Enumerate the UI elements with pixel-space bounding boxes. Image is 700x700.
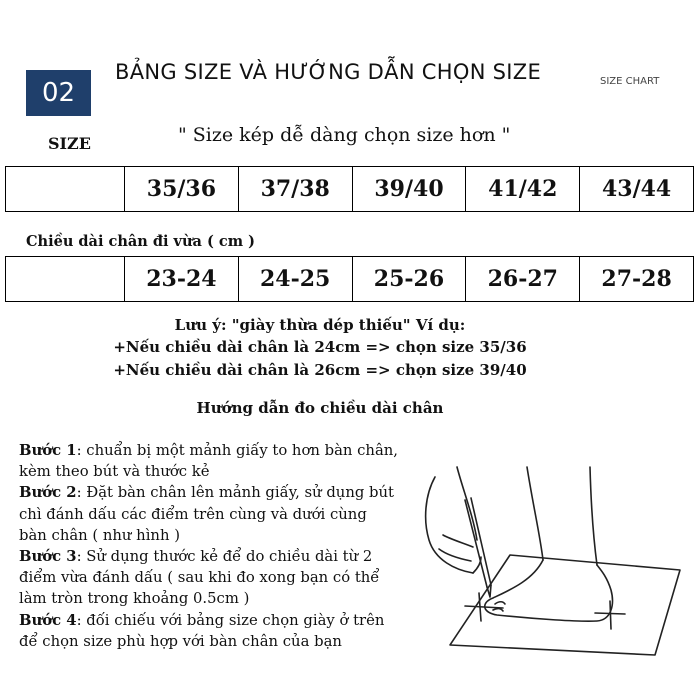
table-cell-empty (6, 167, 125, 212)
step-text: : chuẩn bị một mảnh giấy to hơn bàn chân, kèm theo bút và thước kẻ (19, 442, 399, 481)
step-label: Bước 3 (19, 548, 77, 566)
subtitle: " Size kép dễ dàng chọn size hơn " (178, 124, 511, 146)
step-item (19, 440, 399, 482)
table-row (6, 167, 694, 212)
section-number-badge: 02 (26, 70, 91, 116)
length-cell: 23-24 (125, 257, 239, 302)
length-cell: 24-25 (238, 257, 352, 302)
size-cell: 41/42 (466, 167, 580, 212)
step-label: Bước 2 (19, 484, 77, 502)
note-line: Lưu ý: "giày thừa dép thiếu" Ví dụ: (174, 316, 466, 334)
foot-length-label: Chiều dài chân đi vừa ( cm ) (26, 233, 255, 250)
table-row (6, 257, 694, 302)
length-cell: 26-27 (466, 257, 580, 302)
note-example: +Nếu chiều dài chân là 24cm => chọn size 35/36 (113, 338, 527, 356)
step-label: Bước 4 (19, 611, 77, 629)
table-cell-empty (6, 257, 125, 302)
step-text: : Đặt bàn chân lên mảnh giấy, sử dụng bút chì đánh dấu các điểm trên cùng và dưới cùng bàn chân ( như hình ) (19, 484, 394, 544)
size-row-label: SIZE (48, 134, 91, 153)
length-cell: 25-26 (352, 257, 466, 302)
step-list (19, 440, 399, 652)
foot-measurement-icon (415, 465, 685, 665)
size-cell: 39/40 (352, 167, 466, 212)
size-cell: 35/36 (125, 167, 239, 212)
note-example: +Nếu chiều dài chân là 26cm => chọn size 39/40 (113, 361, 527, 379)
length-table (5, 256, 694, 302)
step-item (19, 546, 399, 610)
step-item (19, 610, 399, 652)
step-item (19, 482, 399, 546)
size-cell: 37/38 (238, 167, 352, 212)
step-text: : đối chiếu với bảng size chọn giày ở trên để chọn size phù hợp với bàn chân của bạn (19, 611, 385, 650)
length-cell: 27-28 (580, 257, 694, 302)
step-text: : Sử dụng thước kẻ để do chiều dài từ 2 điểm vừa đánh dấu ( sau khi đo xong bạn có thể làm tròn trong khoảng 0.5cm ) (19, 548, 380, 608)
step-label: Bước 1 (19, 442, 77, 459)
page-title: BẢNG SIZE VÀ HƯỚNG DẪN CHỌN SIZE (115, 60, 542, 84)
size-chart-caption: SIZE CHART (600, 76, 660, 87)
size-cell: 43/44 (580, 167, 694, 212)
measure-guide-title: Hướng dẫn đo chiều dài chân (196, 399, 444, 417)
size-table (5, 166, 694, 212)
